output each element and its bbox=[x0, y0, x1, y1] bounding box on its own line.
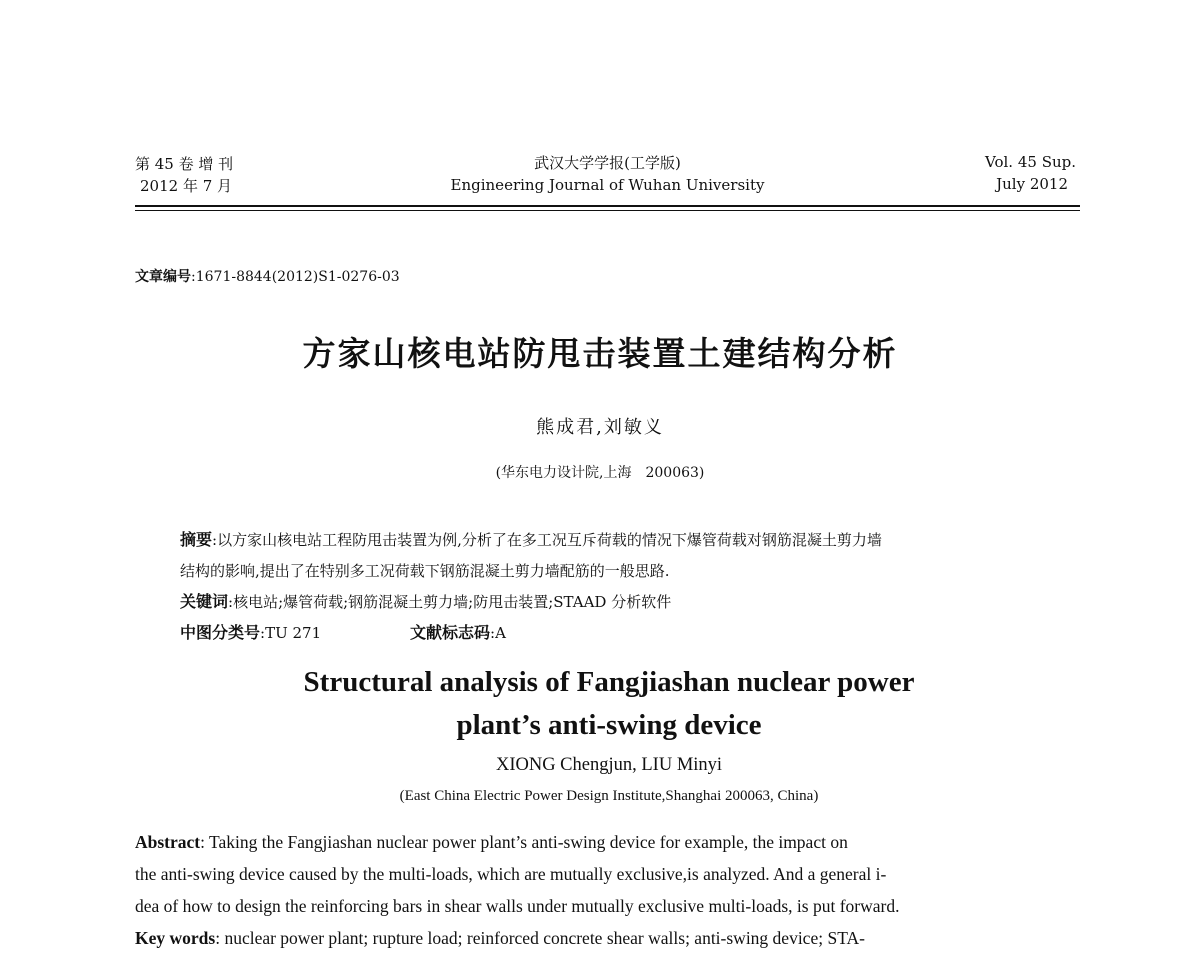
abstract-cn-line1 bbox=[180, 527, 882, 553]
abstract-cn-line2: 结构的影响,提出了在特别多工况荷载下钢筋混凝土剪力墙配筋的一般思路. bbox=[180, 562, 670, 580]
abstract-en-label: Abstract bbox=[135, 832, 201, 852]
keywords-en-text: : nuclear power plant; rupture load; reinforced concrete shear walls; anti-swing device; STA- bbox=[215, 928, 865, 948]
abstract-cn-label: 摘要 bbox=[180, 530, 213, 549]
clc-value: :TU 271 bbox=[260, 624, 322, 642]
abstract-en-text1: : Taking the Fangjiashan nuclear power plant’s anti-swing device for example, the impact on bbox=[200, 832, 848, 852]
affiliation-cn: (华东电力设计院,上海 200063) bbox=[495, 465, 705, 481]
abstract-en-line2: the anti-swing device caused by the multi-loads, which are mutually exclusive,is analyzed. And a general i- bbox=[135, 864, 887, 884]
document-code-label: 文献标志码 bbox=[410, 623, 491, 642]
keywords-cn-label: 关键词 bbox=[180, 592, 229, 611]
volume-cn: 第 45 卷 增 刊 bbox=[135, 155, 234, 173]
document-code-value: :A bbox=[490, 624, 506, 642]
title-en-line2: plant’s anti-swing device bbox=[456, 709, 762, 741]
document-code bbox=[410, 620, 506, 646]
authors-cn: 熊成君,刘敏义 bbox=[536, 417, 664, 438]
keywords-cn-text: :核电站;爆管荷载;钢筋混凝土剪力墙;防甩击装置;STAAD 分析软件 bbox=[228, 593, 672, 611]
abstract-en-line1 bbox=[135, 826, 1080, 858]
article-number-label: 文章编号 bbox=[135, 269, 191, 285]
abstract-cn-text1: :以方家山核电站工程防甩击装置为例,分析了在多工况互斥荷载的情况下爆管荷载对钢筋混凝土剪力墙 bbox=[212, 531, 882, 549]
article-number bbox=[135, 266, 400, 286]
title-en-line1: Structural analysis of Fangjiashan nuclear power bbox=[303, 666, 915, 698]
date-en: July 2012 bbox=[996, 175, 1068, 193]
affiliation-en: (East China Electric Power Design Institute,Shanghai 200063, China) bbox=[399, 788, 819, 804]
article-number-value: :1671-8844(2012)S1-0276-03 bbox=[191, 269, 400, 285]
keywords-cn bbox=[180, 589, 671, 615]
header-rule-top bbox=[135, 205, 1080, 207]
date-cn: 2012 年 7 月 bbox=[140, 177, 233, 195]
journal-title-cn: 武汉大学学报(工学版) bbox=[534, 154, 681, 172]
clc-number bbox=[180, 620, 321, 646]
header-rule-bottom bbox=[135, 210, 1080, 211]
keywords-en-label: Key words bbox=[135, 928, 216, 948]
volume-en: Vol. 45 Sup. bbox=[985, 153, 1076, 171]
keywords-en bbox=[135, 922, 1080, 954]
abstract-en-line3: dea of how to design the reinforcing bars in shear walls under mutually exclusive multi-loads, is put forward. bbox=[135, 896, 900, 916]
authors-en: XIONG Chengjun, LIU Minyi bbox=[495, 755, 723, 775]
title-cn: 方家山核电站防甩击装置土建结构分析 bbox=[302, 334, 898, 373]
journal-title-en: Engineering Journal of Wuhan University bbox=[450, 176, 765, 194]
clc-label: 中图分类号 bbox=[180, 623, 261, 642]
